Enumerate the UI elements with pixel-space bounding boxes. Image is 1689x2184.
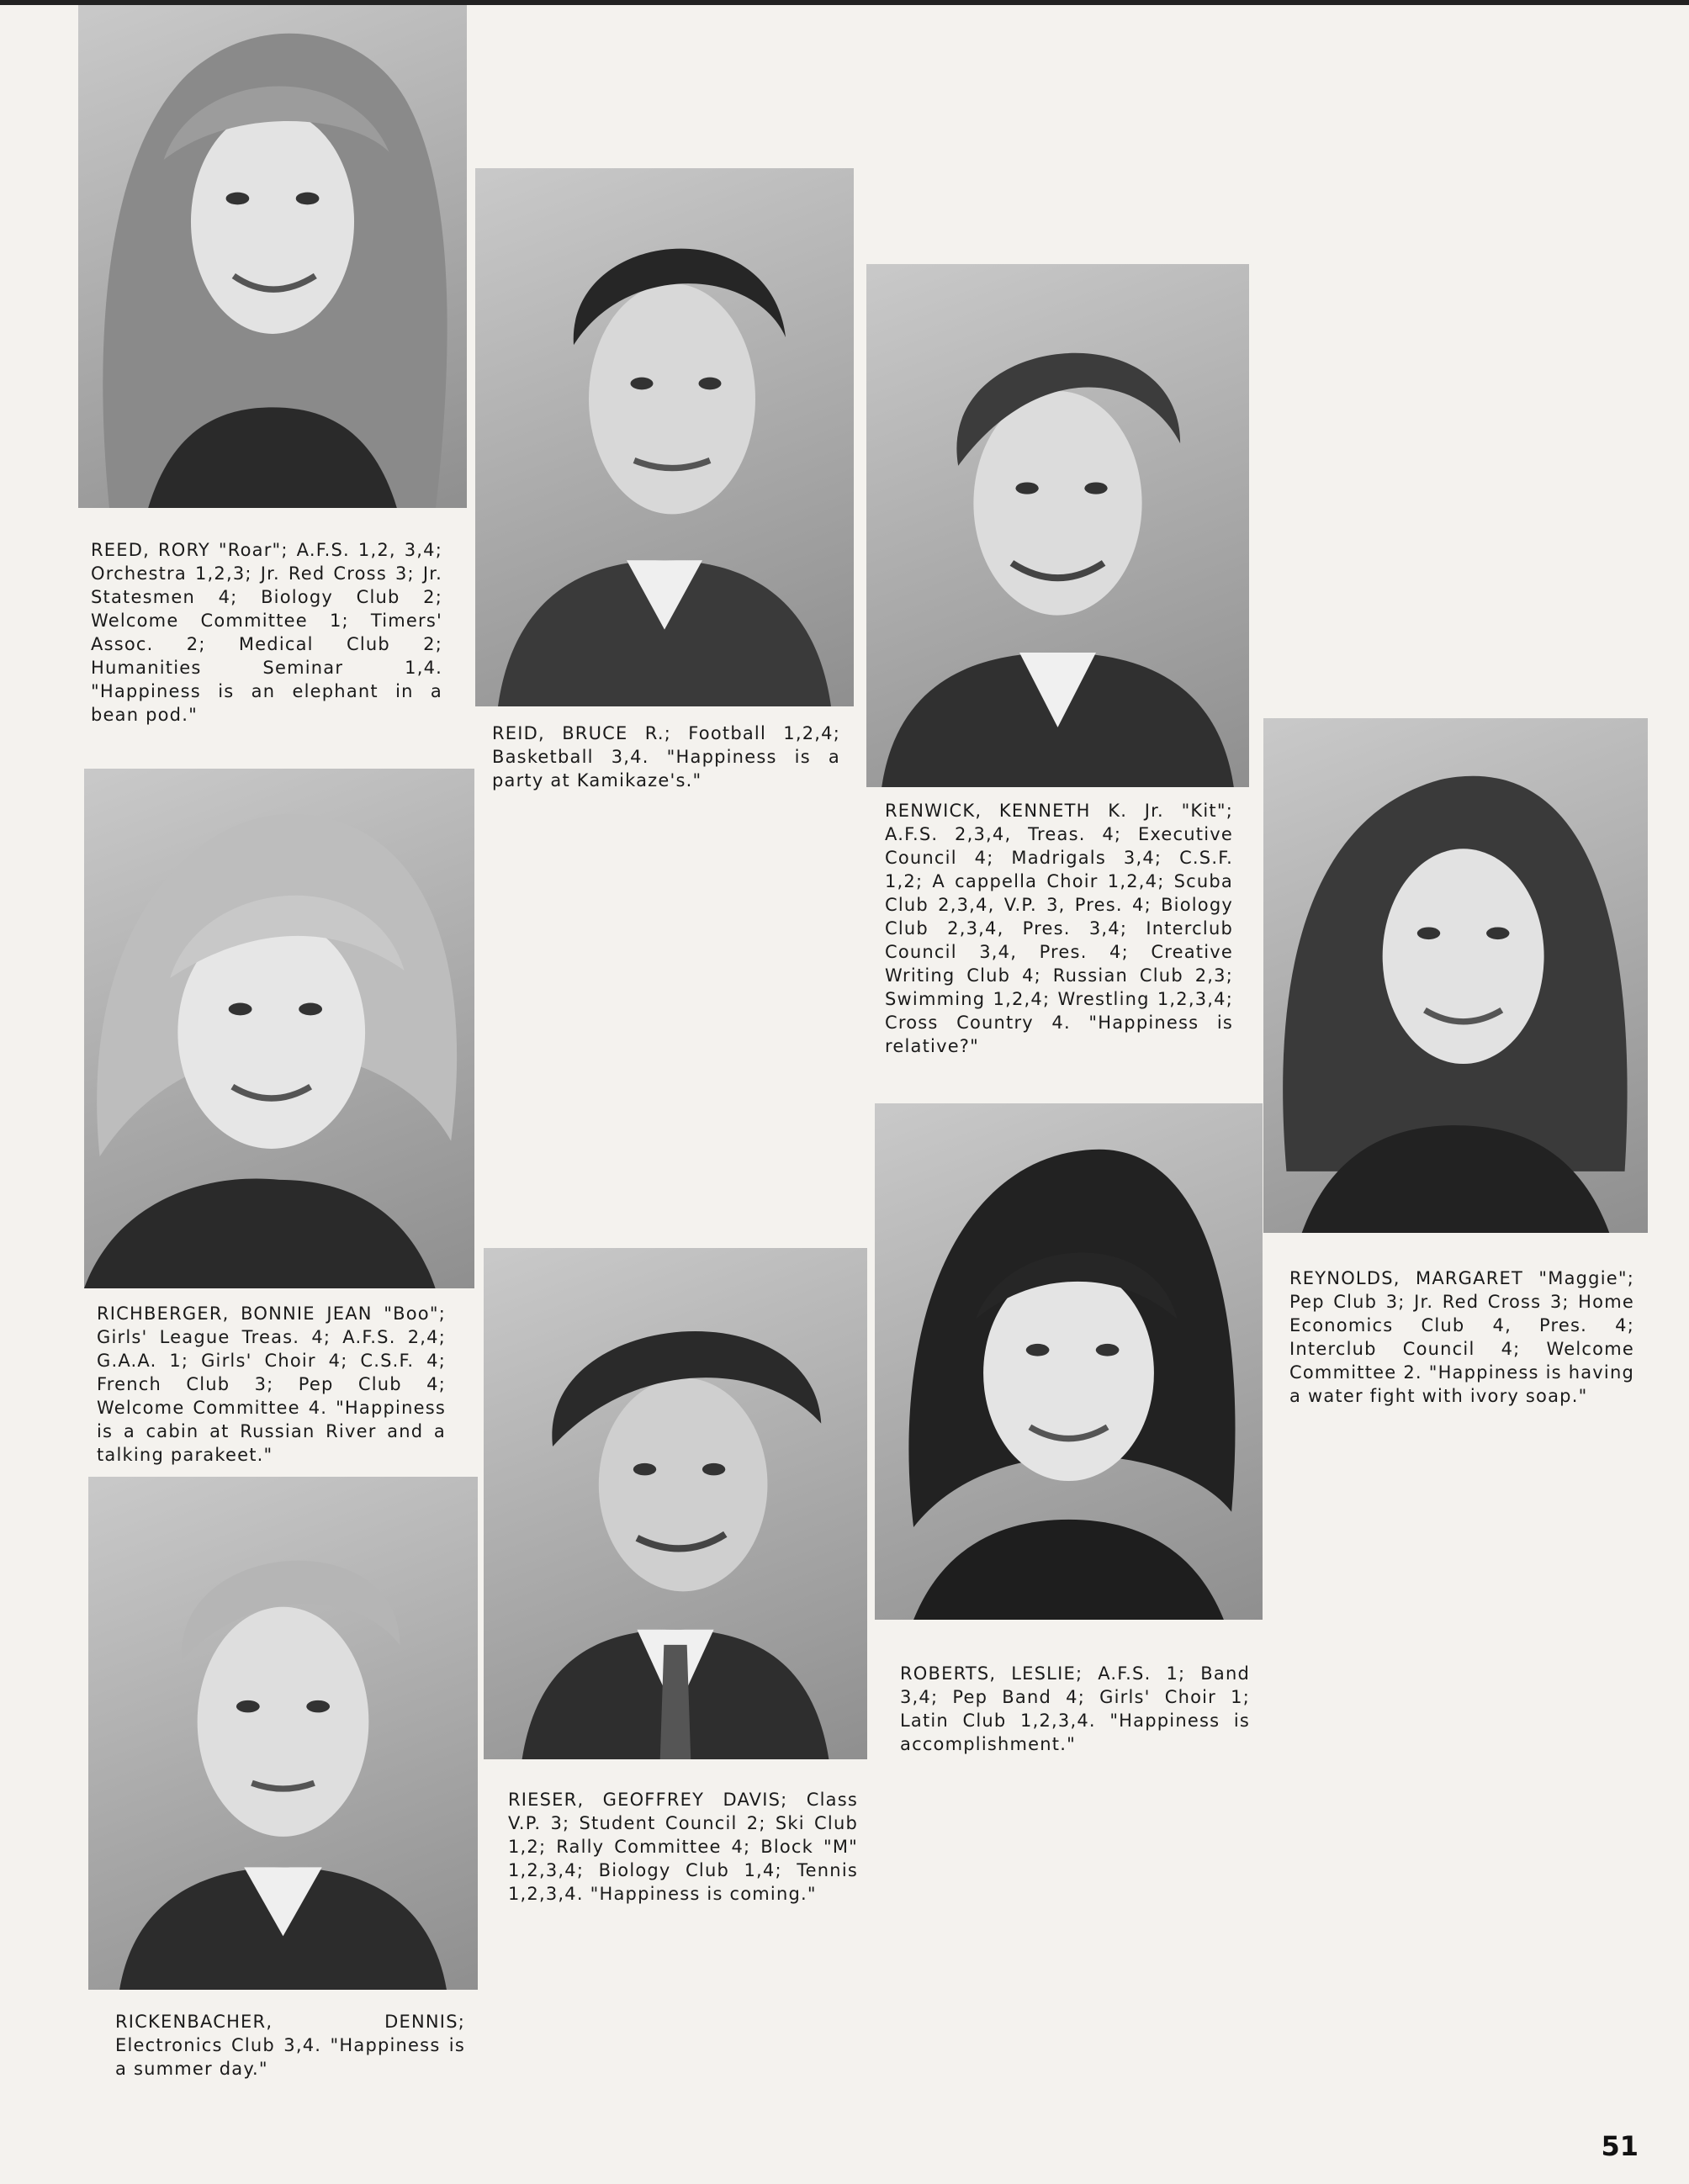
caption-renwick: RENWICK, KENNETH K. Jr. "Kit"; A.F.S. 2,3,4, Treas. 4; Executive Council 4; Madrigals 3,4; C.S.F. 1,2; A cappella Choir 1,2,4; Scuba Club 2,3,4, V.P. 3, Pres. 4; Biology Club 2,3,4, Pres. 3,4; Interclub Council 3,4, Pres. 4; Creative Writing Club 4; Russian Club 2,3; Swimming 1,2,4; Wrestling 1,2,3,4; Cross Country 4. "Happiness is relative?" xyxy=(885,801,1233,1056)
caption-reid: REID, BRUCE R.; Football 1,2,4; Basketball 3,4. "Happiness is a party at Kamikaze's." xyxy=(492,723,840,791)
portrait-photo-rickenbacher xyxy=(88,1477,478,1990)
caption-reynolds: REYNOLDS, MARGARET "Maggie"; Pep Club 3; Jr. Red Cross 3; Home Economics Club 4, Pres. 4; Interclub Council 4; Welcome Committee 2. "Happiness is having a water fight with ivory soap." xyxy=(1289,1268,1634,1406)
portrait-photo-reid xyxy=(475,168,854,706)
caption-richberger: RICHBERGER, BONNIE JEAN "Boo"; Girls' League Treas. 4; A.F.S. 2,4; G.A.A. 1; Girls' Choir 4; C.S.F. 4; French Club 3; Pep Club 4; Welcome Committee 4. "Happiness is a cabin at Russian River and a talking parakeet." xyxy=(97,1304,446,1465)
portrait-photo-richberger xyxy=(84,769,474,1288)
caption-rieser: RIESER, GEOFFREY DAVIS; Class V.P. 3; Student Council 2; Ski Club 1,2; Rally Committee 4; Block "M" 1,2,3,4; Biology Club 1,4; Tennis 1,2,3,4. "Happiness is coming." xyxy=(508,1790,858,1904)
portrait-photo-roberts xyxy=(875,1103,1263,1620)
page-number: 51 xyxy=(1601,2130,1639,2162)
portrait-photo-reed xyxy=(78,5,467,508)
caption-roberts: ROBERTS, LESLIE; A.F.S. 1; Band 3,4; Pep Band 4; Girls' Choir 1; Latin Club 1,2,3,4. "Happiness is accomplishment." xyxy=(900,1663,1250,1754)
portrait-photo-rieser xyxy=(484,1248,867,1759)
portrait-photo-renwick xyxy=(866,264,1249,787)
caption-rickenbacher: RICKENBACHER, DENNIS; Electronics Club 3,4. "Happiness is a summer day." xyxy=(115,2012,465,2079)
caption-reed: REED, RORY "Roar"; A.F.S. 1,2, 3,4; Orchestra 1,2,3; Jr. Red Cross 3; Jr. Statesmen 4; Biology Club 2; Welcome Committee 1; Timers' Assoc. 2; Medical Club 2; Humanities Seminar 1,4. "Happiness is an elephant in a bean pod." xyxy=(91,540,442,725)
portrait-photo-reynolds xyxy=(1263,718,1648,1233)
